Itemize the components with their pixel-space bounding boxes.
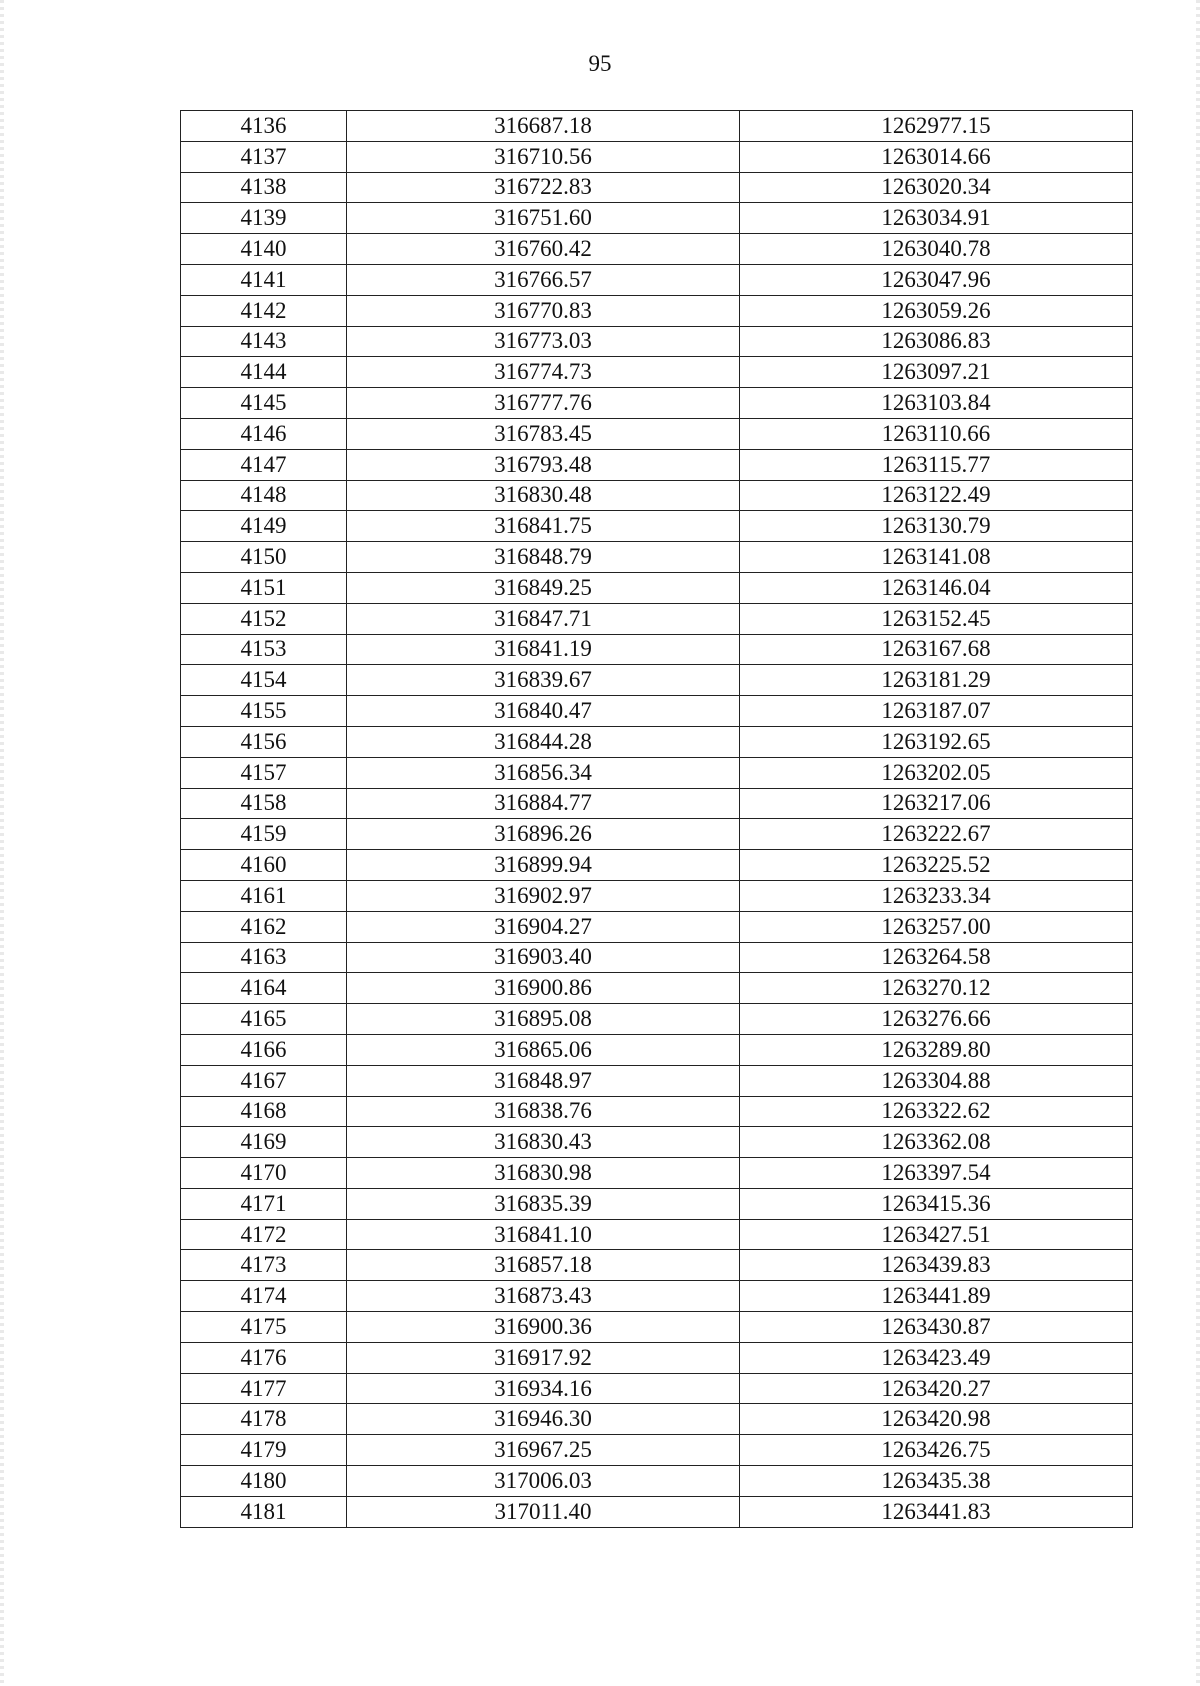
y-coordinate-cell: 1263415.36 — [740, 1188, 1133, 1219]
point-number-cell: 4155 — [181, 696, 347, 727]
y-coordinate-cell: 1263426.75 — [740, 1435, 1133, 1466]
point-number-cell: 4144 — [181, 357, 347, 388]
y-coordinate-cell: 1263130.79 — [740, 511, 1133, 542]
x-coordinate-cell: 317006.03 — [347, 1466, 740, 1497]
point-number-cell: 4166 — [181, 1034, 347, 1065]
point-number-cell: 4149 — [181, 511, 347, 542]
page-number: 95 — [588, 51, 612, 76]
x-coordinate-cell: 316900.36 — [347, 1312, 740, 1343]
y-coordinate-cell: 1263397.54 — [740, 1158, 1133, 1189]
y-coordinate-cell: 1263430.87 — [740, 1312, 1133, 1343]
point-number-cell: 4171 — [181, 1188, 347, 1219]
x-coordinate-cell: 316900.86 — [347, 973, 740, 1004]
table-row — [181, 1004, 1133, 1035]
x-coordinate-cell: 316839.67 — [347, 665, 740, 696]
x-coordinate-cell: 316783.45 — [347, 418, 740, 449]
point-number-cell: 4157 — [181, 757, 347, 788]
point-number-cell: 4163 — [181, 942, 347, 973]
y-coordinate-cell: 1263435.38 — [740, 1466, 1133, 1497]
x-coordinate-cell: 316751.60 — [347, 203, 740, 234]
y-coordinate-cell: 1263264.58 — [740, 942, 1133, 973]
table-row — [181, 1034, 1133, 1065]
y-coordinate-cell: 1263187.07 — [740, 696, 1133, 727]
point-number-cell: 4169 — [181, 1127, 347, 1158]
y-coordinate-cell: 1263097.21 — [740, 357, 1133, 388]
table-row — [181, 1158, 1133, 1189]
y-coordinate-cell: 1263439.83 — [740, 1250, 1133, 1281]
point-number-cell: 4142 — [181, 295, 347, 326]
x-coordinate-cell: 316857.18 — [347, 1250, 740, 1281]
point-number-cell: 4146 — [181, 418, 347, 449]
table-row — [181, 264, 1133, 295]
table-row — [181, 757, 1133, 788]
x-coordinate-cell: 316830.43 — [347, 1127, 740, 1158]
table-row — [181, 1250, 1133, 1281]
point-number-cell: 4150 — [181, 542, 347, 573]
table-row — [181, 234, 1133, 265]
x-coordinate-cell: 316830.48 — [347, 480, 740, 511]
table-row — [181, 1096, 1133, 1127]
table-row — [181, 1342, 1133, 1373]
table-row — [181, 357, 1133, 388]
y-coordinate-cell: 1263110.66 — [740, 418, 1133, 449]
point-number-cell: 4154 — [181, 665, 347, 696]
coordinates-table-body — [181, 111, 1133, 1528]
x-coordinate-cell: 316841.10 — [347, 1219, 740, 1250]
x-coordinate-cell: 316896.26 — [347, 819, 740, 850]
y-coordinate-cell: 1263362.08 — [740, 1127, 1133, 1158]
table-row — [181, 572, 1133, 603]
point-number-cell: 4151 — [181, 572, 347, 603]
y-coordinate-cell: 1263115.77 — [740, 449, 1133, 480]
x-coordinate-cell: 316777.76 — [347, 388, 740, 419]
y-coordinate-cell: 1263146.04 — [740, 572, 1133, 603]
y-coordinate-cell: 1263014.66 — [740, 141, 1133, 172]
point-number-cell: 4168 — [181, 1096, 347, 1127]
x-coordinate-cell: 316835.39 — [347, 1188, 740, 1219]
table-row — [181, 1373, 1133, 1404]
y-coordinate-cell: 1263289.80 — [740, 1034, 1133, 1065]
x-coordinate-cell: 316793.48 — [347, 449, 740, 480]
y-coordinate-cell: 1263441.83 — [740, 1496, 1133, 1527]
point-number-cell: 4176 — [181, 1342, 347, 1373]
point-number-cell: 4136 — [181, 111, 347, 142]
x-coordinate-cell: 316760.42 — [347, 234, 740, 265]
table-row — [181, 1496, 1133, 1527]
y-coordinate-cell: 1263322.62 — [740, 1096, 1133, 1127]
point-number-cell: 4139 — [181, 203, 347, 234]
table-row — [181, 1127, 1133, 1158]
point-number-cell: 4153 — [181, 634, 347, 665]
table-row — [181, 111, 1133, 142]
point-number-cell: 4137 — [181, 141, 347, 172]
coordinates-table — [180, 110, 1133, 1528]
y-coordinate-cell: 1263257.00 — [740, 911, 1133, 942]
point-number-cell: 4167 — [181, 1065, 347, 1096]
x-coordinate-cell: 316838.76 — [347, 1096, 740, 1127]
point-number-cell: 4148 — [181, 480, 347, 511]
y-coordinate-cell: 1263141.08 — [740, 542, 1133, 573]
x-coordinate-cell: 316848.79 — [347, 542, 740, 573]
point-number-cell: 4174 — [181, 1281, 347, 1312]
table-row — [181, 942, 1133, 973]
y-coordinate-cell: 1263034.91 — [740, 203, 1133, 234]
x-coordinate-cell: 316849.25 — [347, 572, 740, 603]
point-number-cell: 4170 — [181, 1158, 347, 1189]
x-coordinate-cell: 316865.06 — [347, 1034, 740, 1065]
table-row — [181, 542, 1133, 573]
table-row — [181, 388, 1133, 419]
point-number-cell: 4177 — [181, 1373, 347, 1404]
table-row — [181, 1435, 1133, 1466]
table-row — [181, 665, 1133, 696]
table-row — [181, 449, 1133, 480]
table-row — [181, 1312, 1133, 1343]
point-number-cell: 4175 — [181, 1312, 347, 1343]
x-coordinate-cell: 316934.16 — [347, 1373, 740, 1404]
table-row — [181, 172, 1133, 203]
point-number-cell: 4158 — [181, 788, 347, 819]
point-number-cell: 4172 — [181, 1219, 347, 1250]
x-coordinate-cell: 316903.40 — [347, 942, 740, 973]
table-row — [181, 1466, 1133, 1497]
x-coordinate-cell: 316830.98 — [347, 1158, 740, 1189]
point-number-cell: 4181 — [181, 1496, 347, 1527]
x-coordinate-cell: 316687.18 — [347, 111, 740, 142]
x-coordinate-cell: 316766.57 — [347, 264, 740, 295]
y-coordinate-cell: 1263217.06 — [740, 788, 1133, 819]
point-number-cell: 4162 — [181, 911, 347, 942]
table-row — [181, 788, 1133, 819]
x-coordinate-cell: 316967.25 — [347, 1435, 740, 1466]
y-coordinate-cell: 1263420.27 — [740, 1373, 1133, 1404]
point-number-cell: 4161 — [181, 880, 347, 911]
y-coordinate-cell: 1263225.52 — [740, 850, 1133, 881]
table-row — [181, 1188, 1133, 1219]
point-number-cell: 4143 — [181, 326, 347, 357]
x-coordinate-cell: 316722.83 — [347, 172, 740, 203]
table-row — [181, 480, 1133, 511]
table-row — [181, 880, 1133, 911]
point-number-cell: 4173 — [181, 1250, 347, 1281]
table-row — [181, 1065, 1133, 1096]
table-row — [181, 511, 1133, 542]
point-number-cell: 4160 — [181, 850, 347, 881]
y-coordinate-cell: 1262977.15 — [740, 111, 1133, 142]
x-coordinate-cell: 316902.97 — [347, 880, 740, 911]
x-coordinate-cell: 316917.92 — [347, 1342, 740, 1373]
point-number-cell: 4178 — [181, 1404, 347, 1435]
y-coordinate-cell: 1263427.51 — [740, 1219, 1133, 1250]
point-number-cell: 4156 — [181, 726, 347, 757]
y-coordinate-cell: 1263304.88 — [740, 1065, 1133, 1096]
point-number-cell: 4138 — [181, 172, 347, 203]
x-coordinate-cell: 316856.34 — [347, 757, 740, 788]
x-coordinate-cell: 316904.27 — [347, 911, 740, 942]
y-coordinate-cell: 1263202.05 — [740, 757, 1133, 788]
y-coordinate-cell: 1263086.83 — [740, 326, 1133, 357]
table-row — [181, 911, 1133, 942]
y-coordinate-cell: 1263103.84 — [740, 388, 1133, 419]
scan-edge-left — [0, 0, 4, 1686]
x-coordinate-cell: 316770.83 — [347, 295, 740, 326]
x-coordinate-cell: 316841.19 — [347, 634, 740, 665]
point-number-cell: 4140 — [181, 234, 347, 265]
x-coordinate-cell: 316710.56 — [347, 141, 740, 172]
x-coordinate-cell: 316873.43 — [347, 1281, 740, 1312]
table-row — [181, 696, 1133, 727]
table-row — [181, 1281, 1133, 1312]
table-row — [181, 1219, 1133, 1250]
y-coordinate-cell: 1263167.68 — [740, 634, 1133, 665]
y-coordinate-cell: 1263270.12 — [740, 973, 1133, 1004]
table-row — [181, 973, 1133, 1004]
y-coordinate-cell: 1263420.98 — [740, 1404, 1133, 1435]
y-coordinate-cell: 1263276.66 — [740, 1004, 1133, 1035]
point-number-cell: 4145 — [181, 388, 347, 419]
x-coordinate-cell: 316848.97 — [347, 1065, 740, 1096]
x-coordinate-cell: 316773.03 — [347, 326, 740, 357]
scan-edge-right — [1196, 0, 1200, 1686]
point-number-cell: 4180 — [181, 1466, 347, 1497]
table-row — [181, 726, 1133, 757]
y-coordinate-cell: 1263441.89 — [740, 1281, 1133, 1312]
y-coordinate-cell: 1263047.96 — [740, 264, 1133, 295]
y-coordinate-cell: 1263233.34 — [740, 880, 1133, 911]
x-coordinate-cell: 316774.73 — [347, 357, 740, 388]
x-coordinate-cell: 316844.28 — [347, 726, 740, 757]
table-row — [181, 418, 1133, 449]
x-coordinate-cell: 316840.47 — [347, 696, 740, 727]
table-row — [181, 295, 1133, 326]
table-row — [181, 141, 1133, 172]
x-coordinate-cell: 316847.71 — [347, 603, 740, 634]
point-number-cell: 4147 — [181, 449, 347, 480]
table-row — [181, 819, 1133, 850]
y-coordinate-cell: 1263122.49 — [740, 480, 1133, 511]
x-coordinate-cell: 316899.94 — [347, 850, 740, 881]
table-row — [181, 634, 1133, 665]
y-coordinate-cell: 1263152.45 — [740, 603, 1133, 634]
table-row — [181, 1404, 1133, 1435]
point-number-cell: 4141 — [181, 264, 347, 295]
y-coordinate-cell: 1263222.67 — [740, 819, 1133, 850]
table-row — [181, 326, 1133, 357]
table-row — [181, 603, 1133, 634]
point-number-cell: 4165 — [181, 1004, 347, 1035]
point-number-cell: 4152 — [181, 603, 347, 634]
x-coordinate-cell: 316884.77 — [347, 788, 740, 819]
x-coordinate-cell: 316895.08 — [347, 1004, 740, 1035]
point-number-cell: 4164 — [181, 973, 347, 1004]
y-coordinate-cell: 1263059.26 — [740, 295, 1133, 326]
point-number-cell: 4159 — [181, 819, 347, 850]
table-row — [181, 850, 1133, 881]
y-coordinate-cell: 1263181.29 — [740, 665, 1133, 696]
y-coordinate-cell: 1263423.49 — [740, 1342, 1133, 1373]
y-coordinate-cell: 1263020.34 — [740, 172, 1133, 203]
x-coordinate-cell: 316841.75 — [347, 511, 740, 542]
y-coordinate-cell: 1263040.78 — [740, 234, 1133, 265]
x-coordinate-cell: 317011.40 — [347, 1496, 740, 1527]
table-row — [181, 203, 1133, 234]
x-coordinate-cell: 316946.30 — [347, 1404, 740, 1435]
y-coordinate-cell: 1263192.65 — [740, 726, 1133, 757]
point-number-cell: 4179 — [181, 1435, 347, 1466]
